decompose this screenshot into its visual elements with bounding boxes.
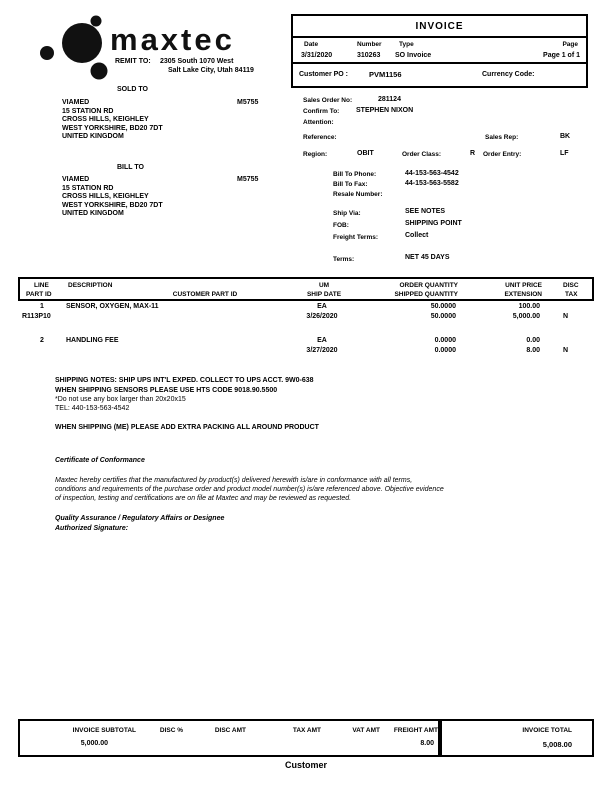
row2-um: EA	[317, 337, 327, 344]
sales-order-number: 281124	[378, 96, 401, 103]
sold-to-address1: 15 STATION RD	[62, 107, 114, 115]
invoice-total-value: 5,008.00	[542, 740, 572, 749]
shipping-note-line1: SHIPPING NOTES: SHIP UPS INT'L EXPED. COLLECT TO UPS ACCT. 9W0-638	[55, 377, 314, 384]
brand-name: maxtec	[110, 22, 235, 57]
freight-terms-value: Collect	[405, 232, 429, 239]
col-line: LINE	[34, 282, 49, 289]
row2-shipped-qty: 0.0000	[434, 347, 456, 354]
page-label: Page	[562, 41, 578, 48]
col-description: DESCRIPTION	[68, 282, 113, 289]
col-part-id: PART ID	[26, 291, 52, 298]
row1-part-id: R113P10	[22, 313, 51, 320]
fob-label: FOB:	[333, 222, 349, 229]
col-order-qty: ORDER QUANTITY	[399, 282, 458, 289]
totals-box	[18, 719, 440, 757]
sold-to-address4: UNITED KINGDOM	[62, 133, 124, 140]
date-label: Date	[304, 41, 319, 48]
sold-to-address2: CROSS HILLS, KEIGHLEY	[62, 116, 149, 123]
shipping-note-line2: WHEN SHIPPING SENSORS PLEASE USE HTS CODE 9018.90.5500	[55, 386, 278, 394]
confirm-to-value: STEPHEN NIXON	[356, 107, 414, 114]
number-label: Number	[357, 41, 382, 48]
bill-fax-value: 44-153-563-5582	[405, 180, 459, 187]
row2-description: HANDLING FEE	[66, 337, 119, 344]
order-class-value: R	[470, 150, 476, 157]
row2-extension: 8.00	[526, 347, 540, 354]
row1-extension: 5,000.00	[512, 313, 540, 320]
bill-to-customer-code: M5755	[237, 176, 259, 183]
invoice-page-number: Page 1 of 1	[543, 52, 580, 59]
sold-to-heading: SOLD TO	[117, 86, 148, 93]
order-entry-value: LF	[560, 150, 569, 157]
col-ship-date: SHIP DATE	[306, 291, 342, 298]
subtotal-value: 5,000.00	[80, 740, 108, 747]
bill-to-address1: 15 STATION RD	[62, 184, 114, 192]
bill-to-name: VIAMED	[62, 176, 90, 183]
ship-via-label: Ship Via:	[333, 210, 361, 217]
row1-description: SENSOR, OXYGEN, MAX-11	[66, 303, 159, 310]
invoice-type: SO Invoice	[395, 52, 432, 59]
row2-ship-date: 3/27/2020	[306, 347, 338, 354]
invoice-header-box	[291, 14, 588, 88]
row1-ship-date: 3/26/2020	[306, 313, 338, 320]
sales-rep-label: Sales Rep:	[485, 134, 519, 141]
remit-address-line2: Salt Lake City, Utah 84119	[168, 67, 254, 74]
order-entry-label: Order Entry:	[483, 151, 522, 158]
invoice-number: 310263	[357, 52, 381, 59]
col-extension: EXTENSION	[504, 291, 542, 298]
invoice-total-label: INVOICE TOTAL	[522, 727, 572, 734]
remit-to-label: REMIT TO:	[115, 58, 151, 65]
invoice-po-row	[293, 64, 586, 86]
invoice-date: 3/31/2020	[301, 52, 333, 59]
certificate-heading: Certificate of Conformance	[55, 457, 145, 464]
sales-rep-value: BK	[560, 133, 571, 140]
shipping-note-line3: *Do not use any box larger than 20x20x15	[55, 396, 186, 403]
bill-to-address4: UNITED KINGDOM	[62, 210, 124, 217]
region-value: OBIT	[357, 150, 374, 157]
sold-to-customer-code: M5755	[237, 99, 259, 106]
sold-to-address3: WEST YORKSHIRE, BD20 7DT	[62, 124, 163, 132]
bill-to-address3: WEST YORKSHIRE, BD20 7DT	[62, 201, 163, 209]
authorized-signature-label: Authorized Signature:	[55, 524, 129, 532]
row2-tax: N	[563, 347, 569, 354]
order-class-label: Order Class:	[402, 151, 442, 158]
currency-code-label: Currency Code:	[482, 71, 535, 78]
certificate-body-line3: of inspection, testing and certifications are on file at Maxtec and may be reviewed as requested.	[55, 495, 352, 502]
subtotal-label: INVOICE SUBTOTAL	[72, 727, 136, 734]
bill-to-heading: BILL TO	[117, 164, 144, 171]
row1-line: 1	[40, 303, 44, 310]
col-um: UM	[318, 282, 330, 289]
row2-unit-price: 0.00	[526, 337, 540, 344]
row2-order-qty: 0.0000	[434, 337, 456, 344]
row1-tax: N	[563, 313, 569, 320]
fob-value: SHIPPING POINT	[405, 220, 462, 227]
vat-amt-label: VAT AMT	[352, 727, 380, 734]
customer-po-value: PVM1156	[369, 70, 402, 79]
qa-designee-line: Quality Assurance / Regulatory Affairs or Designee	[55, 515, 225, 522]
bill-fax-label: Bill To Fax:	[333, 181, 368, 188]
row2-line: 2	[40, 337, 44, 344]
attention-label: Attention:	[303, 119, 334, 126]
col-disc: DISC	[563, 282, 579, 289]
invoice-title: INVOICE	[293, 16, 586, 38]
disc-amt-label: DISC AMT	[214, 727, 246, 734]
tax-amt-label: TAX AMT	[292, 727, 321, 734]
reference-label: Reference:	[303, 134, 337, 141]
terms-label: Terms:	[333, 256, 355, 263]
sales-order-label: Sales Order No:	[303, 97, 353, 104]
terms-value: NET 45 DAYS	[405, 254, 450, 261]
shipping-note-line5: WHEN SHIPPING (ME) PLEASE ADD EXTRA PACKING ALL AROUND PRODUCT	[55, 424, 319, 431]
freight-terms-label: Freight Terms:	[333, 234, 379, 241]
certificate-body-line1: Maxtec hereby certifies that the manufactured by product(s) delivered herewith is/are in conformance with all terms,	[55, 477, 413, 484]
freight-amt-label: FREIGHT AMT	[393, 727, 438, 734]
row1-unit-price: 100.00	[518, 303, 540, 310]
invoice-total-box	[440, 719, 594, 757]
bill-to-address2: CROSS HILLS, KEIGHLEY	[62, 193, 149, 200]
disc-pct-label: DISC %	[159, 727, 183, 734]
row1-shipped-qty: 50.0000	[430, 313, 456, 320]
bill-phone-label: Bill To Phone:	[333, 171, 377, 178]
col-customer-part-id: CUSTOMER PART ID	[172, 291, 238, 298]
remit-address-line1: 2305 South 1070 West	[160, 58, 234, 65]
shipping-note-line4: TEL: 440-153-563-4542	[55, 405, 130, 412]
confirm-to-label: Confirm To:	[303, 108, 340, 115]
ship-via-value: SEE NOTES	[405, 208, 446, 215]
sold-to-name: VIAMED	[62, 99, 90, 106]
freight-amt-value: 8.00	[420, 740, 434, 747]
customer-po-label: Customer PO :	[299, 71, 349, 78]
row1-order-qty: 50.0000	[430, 303, 456, 310]
type-label: Type	[399, 41, 414, 48]
customer-copy-label: Customer	[284, 760, 327, 770]
col-tax: TAX	[565, 291, 578, 298]
col-shipped-qty: SHIPPED QUANTITY	[394, 291, 458, 298]
resale-number-label: Resale Number:	[333, 191, 383, 198]
region-label: Region:	[303, 151, 328, 158]
bill-phone-value: 44-153-563-4542	[405, 170, 459, 177]
line-items-header	[18, 277, 594, 301]
certificate-body-line2: conditions and requirements of the purchase order and product model number(s) is/are referenced above. Objective evidence	[55, 486, 444, 493]
row1-um: EA	[317, 303, 327, 310]
col-unit-price: UNIT PRICE	[505, 282, 542, 289]
invoice-meta-row	[293, 38, 586, 64]
